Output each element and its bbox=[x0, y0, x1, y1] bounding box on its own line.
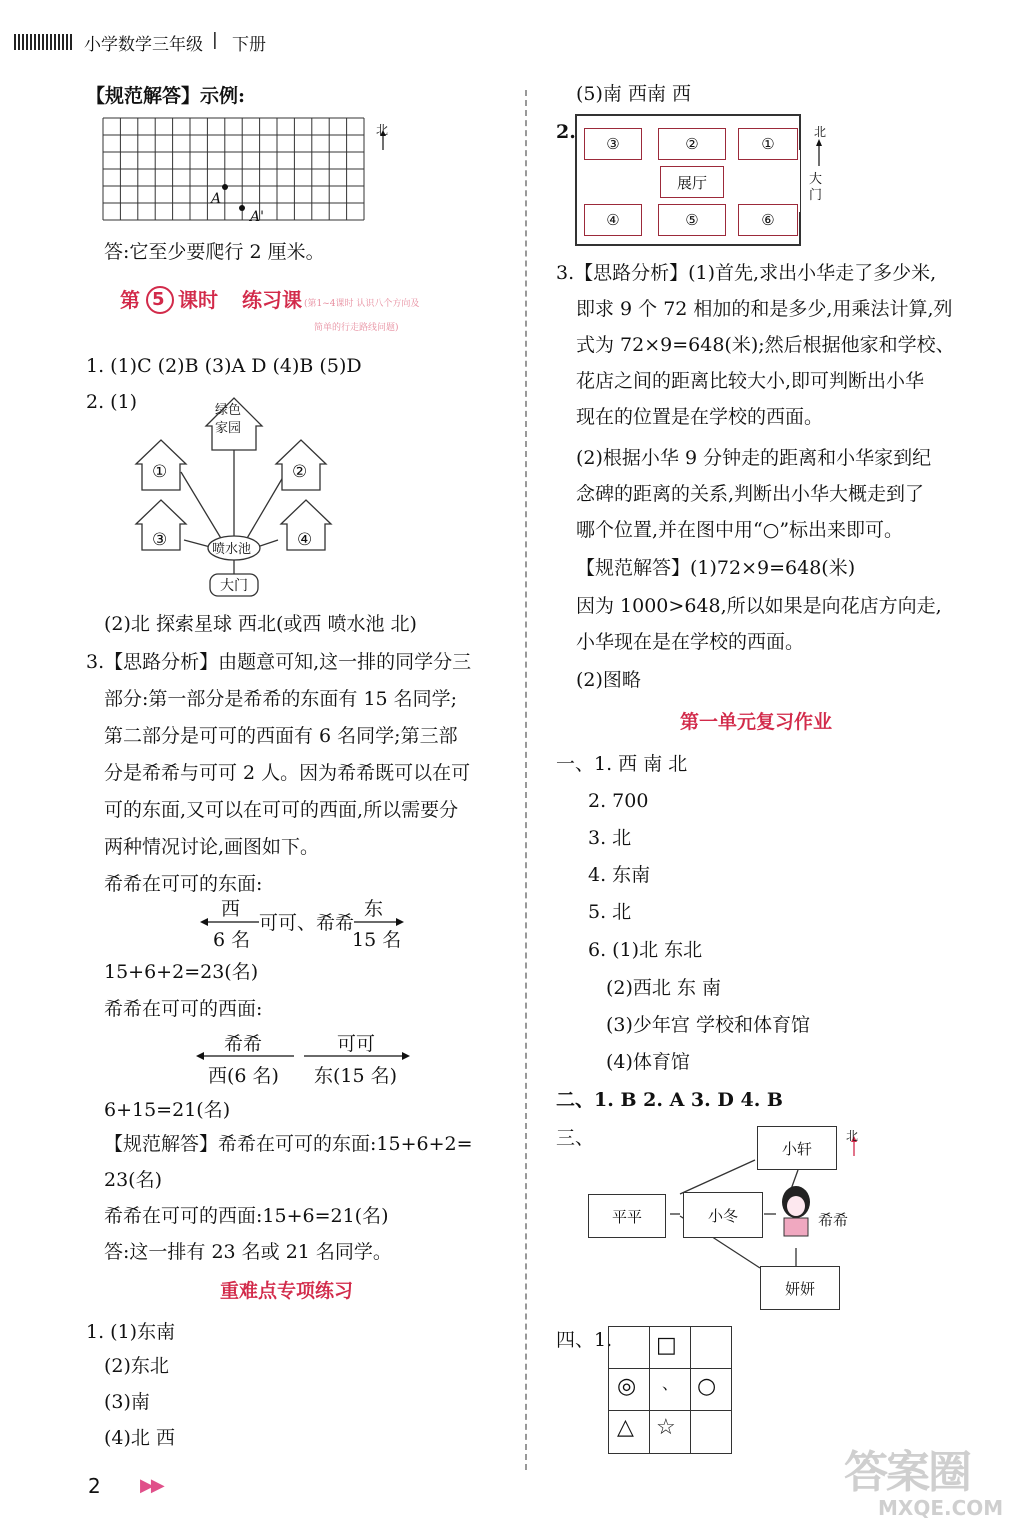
s2-line-3: (3)南 bbox=[104, 1391, 150, 1413]
column-divider bbox=[525, 90, 527, 1470]
s2-line-1: 1. (1)东南 bbox=[86, 1321, 176, 1343]
hall-room-4: ④ bbox=[584, 204, 642, 236]
grid4-triangle: △ bbox=[617, 1415, 634, 1440]
ans3-line-2: 23(名) bbox=[104, 1169, 163, 1191]
section-title-2: 重难点专项练习 bbox=[220, 1280, 354, 1302]
green-home-label-2: 家园 bbox=[215, 421, 242, 436]
q3-line-3: 第二部分是可可的西面有 6 名同学;第三部 bbox=[104, 725, 458, 747]
box-pingping: 平平 bbox=[588, 1194, 666, 1238]
lesson-note-1: (第1~4课时 认识八个方向及 bbox=[304, 299, 420, 309]
three-label: 三、 bbox=[556, 1127, 595, 1149]
calc2: 6+15=21(名) bbox=[104, 1099, 231, 1121]
diagram2-a: 希希 bbox=[224, 1033, 263, 1055]
point-a-prime-label: A' bbox=[250, 209, 264, 225]
case2-label: 希希在可可的西面: bbox=[104, 998, 263, 1020]
diagram1-east-count: 15 名 bbox=[352, 929, 402, 951]
header-volume: 下册 bbox=[232, 35, 266, 55]
lesson-name: 练习课 bbox=[242, 288, 302, 312]
grid-north-label: 北 bbox=[376, 123, 389, 137]
green-home-label-1: 绿色 bbox=[215, 403, 242, 418]
diagram2-b: 可可 bbox=[337, 1033, 376, 1055]
box-yanyan: 妍妍 bbox=[760, 1266, 840, 1310]
hall-center: 展厅 bbox=[660, 166, 724, 198]
q3-line-4: 分是希希与可可 2 人。因为希希既可以在可 bbox=[104, 762, 471, 784]
r-q3-line-7: 念碑的距离的关系,判断出小华大概走到了 bbox=[576, 483, 925, 505]
r-q3-line-2: 即求 9 个 72 相加的和是多少,用乘法计算,列 bbox=[576, 298, 953, 320]
r-q3-line-8: 哪个位置,并在图中用“○”标出来即可。 bbox=[576, 519, 904, 541]
diagram1-west-count: 6 名 bbox=[213, 929, 251, 951]
hall-room-2: ② bbox=[658, 128, 726, 160]
r-q3-line-4: 花店之间的距离比较大小,即可判断出小华 bbox=[576, 370, 925, 392]
house-1-label: ① bbox=[152, 462, 168, 482]
lesson-note-2: 简单的行走路线问题) bbox=[314, 323, 399, 333]
xixi-label: 希希 bbox=[818, 1211, 849, 1229]
diagram1-east: 东 bbox=[364, 898, 384, 920]
r-q3-line-9: 【规范解答】(1)72×9=648(米) bbox=[576, 557, 856, 579]
box-xiaodong: 小冬 bbox=[683, 1192, 763, 1238]
hall-room-3: ③ bbox=[584, 128, 642, 160]
watermark-logo: 答案圈 bbox=[844, 1447, 970, 1498]
q2-label: 2. (1) bbox=[86, 391, 138, 413]
hall-room-1: ① bbox=[738, 128, 798, 160]
lesson-post: 课时 bbox=[178, 288, 218, 312]
one-line-5: 5. 北 bbox=[588, 901, 632, 923]
r-q3-line-12: (2)图略 bbox=[576, 669, 641, 691]
r-q3-line-1: 3.【思路分析】(1)首先,求出小华走了多少米, bbox=[556, 262, 937, 284]
calc1: 15+6+2=23(名) bbox=[104, 961, 259, 983]
r-q3-line-5: 现在的位置是在学校的西面。 bbox=[576, 406, 824, 428]
one-line-3: 3. 北 bbox=[588, 827, 632, 849]
r0-line: (5)南 西南 西 bbox=[576, 83, 691, 105]
one-line-2: 2. 700 bbox=[588, 790, 649, 812]
hall-gate-label: 大门 bbox=[809, 172, 823, 203]
house-2-label: ② bbox=[292, 462, 308, 482]
r-q3-line-10: 因为 1000>648,所以如果是向花店方向走, bbox=[576, 595, 942, 617]
s2-line-2: (2)东北 bbox=[104, 1355, 169, 1377]
q3-line-1: 3.【思路分析】由题意可知,这一排的同学分三 bbox=[86, 651, 472, 673]
r-q3-line-3: 式为 72×9=648(米);然后根据他家和学校、 bbox=[576, 334, 955, 356]
point-a-label: A bbox=[211, 191, 222, 207]
answer1-label: 【规范解答】示例: bbox=[86, 85, 246, 107]
one-line-6: 6. (1)北 东北 bbox=[588, 939, 703, 961]
diagram2-a-count: 西(6 名) bbox=[208, 1065, 279, 1087]
q2-part2: (2)北 探索星球 西北(或西 喷水池 北) bbox=[104, 613, 417, 635]
hall-north-label: 北 bbox=[814, 125, 827, 139]
ans3-line-1: 【规范解答】希希在可可的东面:15+6+2= bbox=[104, 1133, 473, 1155]
hall-room-6: ⑥ bbox=[738, 204, 798, 236]
watermark-site: MXQE.COM bbox=[878, 1496, 1004, 1520]
diagram2-b-count: 东(15 名) bbox=[314, 1065, 398, 1087]
q3-line-6: 两种情况讨论,画图如下。 bbox=[104, 836, 320, 858]
two-line: 二、1. B 2. A 3. D 4. B bbox=[556, 1089, 783, 1111]
house-3-label: ③ bbox=[152, 530, 168, 550]
grid4-circle: ○ bbox=[697, 1374, 717, 1399]
case1-label: 希希在可可的东面: bbox=[104, 873, 263, 895]
gate-label: 大门 bbox=[220, 578, 248, 594]
one-line-9: (4)体育馆 bbox=[606, 1051, 690, 1073]
r-q3-line-11: 小华现在是在学校的西面。 bbox=[576, 631, 805, 653]
r-q3-line-6: (2)根据小华 9 分钟走的距离和小华家到纪 bbox=[576, 447, 932, 469]
answer1-text: 答:它至少要爬行 2 厘米。 bbox=[104, 241, 325, 263]
q3-line-5: 可的东面,又可以在可可的西面,所以需要分 bbox=[104, 799, 459, 821]
s2-line-4: (4)北 西 bbox=[104, 1427, 175, 1449]
one-line-1: 一、1. 西 南 北 bbox=[556, 753, 688, 775]
girl-icon bbox=[782, 1186, 810, 1236]
diagram1-west: 西 bbox=[221, 898, 241, 920]
grid4-double-circle: ◎ bbox=[617, 1374, 637, 1399]
r-q2-label: 2. bbox=[556, 121, 576, 143]
header-barcode bbox=[14, 34, 74, 50]
box-xiaoxuan: 小轩 bbox=[757, 1126, 837, 1170]
ans3-line-4: 答:这一排有 23 名或 21 名同学。 bbox=[104, 1241, 392, 1263]
grid4-square: □ bbox=[656, 1333, 677, 1358]
one-line-7: (2)西北 东 南 bbox=[606, 977, 721, 999]
one-line-4: 4. 东南 bbox=[588, 864, 651, 886]
lesson-number: 5 bbox=[152, 289, 165, 310]
grid4-star: ☆ bbox=[656, 1415, 676, 1440]
point-a bbox=[222, 184, 228, 190]
header-separator: | bbox=[212, 30, 218, 50]
lesson-pre: 第 bbox=[120, 288, 140, 312]
page-number: 2 bbox=[88, 1474, 101, 1498]
map3-north-label: 北 bbox=[846, 1129, 859, 1143]
diagram1-middle: 可可、希希 bbox=[259, 912, 355, 934]
point-a-prime bbox=[239, 205, 245, 211]
ans3-line-3: 希希在可可的西面:15+6=21(名) bbox=[104, 1205, 389, 1227]
one-line-8: (3)少年宫 学校和体育馆 bbox=[606, 1014, 810, 1036]
section-title-3: 第一单元复习作业 bbox=[680, 711, 833, 733]
four-label: 四、1. bbox=[556, 1329, 613, 1351]
footer-arrows: ▶▶ bbox=[140, 1475, 162, 1496]
grid4-dot: 、 bbox=[662, 1374, 679, 1393]
q3-line-2: 部分:第一部分是希希的东面有 15 名同学; bbox=[104, 688, 458, 710]
header-title: 小学数学三年级 bbox=[84, 35, 203, 55]
house-4-label: ④ bbox=[297, 530, 313, 550]
q1-answers: 1. (1)C (2)B (3)A D (4)B (5)D bbox=[86, 355, 362, 377]
fountain-label: 喷水池 bbox=[212, 542, 252, 557]
hall-room-5: ⑤ bbox=[658, 204, 726, 236]
